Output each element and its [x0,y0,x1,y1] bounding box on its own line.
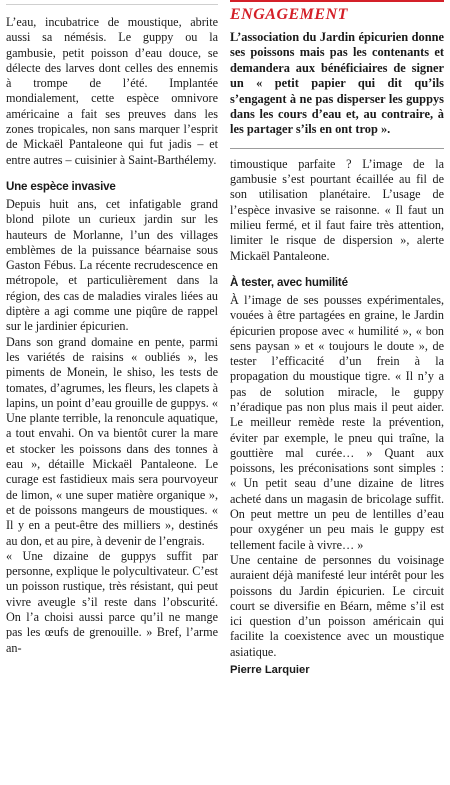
body-paragraph: Une centaine de personnes du voisinage auraient déjà manifesté leur intérêt pour les poissons du Jardin épicurien. Le circuit court se diversifie en Béarn, même s’il est ici question d’un poisson américain qui facilite la coexistence avec un moustique asiatique. [230,552,444,659]
body-paragraph: À l’image de ses pousses expérimentales, vouées à être partagées en graine, le Jardin épicurien propose avec « humilité », « bon sens paysan » et « toujours le doute », de tester l’efficacité d’un frein à la propagation du moustique tigre. « Il n’y a pas de solution miracle, le guppy n’éradique pas non plus mais il peut aider. Le meilleur remède reste la prévention, éviter par exemple, le pneu qui traîne, la gouttière mal curée… » Quant aux poissons, les préconisations sont simples : « Un petit seau d’une dizaine de litres acheté dans un magasin de bricolage suffit. On peut mettre un peu de lentilles d’eau pour oxygéner un peu mais le guppy est tellement facile à vivre… » [230,292,444,552]
body-paragraph: Dans son grand domaine en pente, parmi les variétés de raisins « oubliés », les piments de Monein, le shiso, les tests de tomates, d’agrumes, les fleurs, les clapets à lapins, un point d’eau grouille de guppys. « Une plante terrible, la renoncule aquatique, a tout envahi. On va bientôt curer la mare et stocker les poissons dans des tonnes à eau », détaille Mickaël Pantaleone. Le curage est fastidieux mais sera pourvoyeur de limon, « une super matière organique », et de poissons mangeurs de moustiques. « Il y en a peut-être des milliers », destinés au don, et au pire, à devenir de l’engrais. [6,334,218,548]
sidebar-body: L’association du Jardin épicurien donne ses poissons mais pas les contenants et demandera aux bénéficiaires de signer un « petit papier qui dit qu’ils s’engagent à ne pas disperser les guppys dans les cours d’eau et, au contraire, à les partager s’ils en ont trop ». [230,30,444,137]
subhead-invasive-species: Une espèce invasive [6,179,116,193]
clipped-top-line [6,0,218,5]
body-paragraph: « Une dizaine de guppys suffit par personne, explique le polycultivateur. C’est un poisson rustique, très résistant, qui peut vivre aveugle s’il reste dans l’obscurité. On l’a choisi aussi parce qu’il ne mange pas les œufs de grenouille. » Bref, l’arme an- [6,548,218,655]
engagement-sidebar [230,0,444,149]
sidebar-title: ENGAGEMENT [230,6,348,23]
author-byline: Pierre Larquier [230,664,310,677]
right-column [230,0,444,676]
body-paragraph: timoustique parfaite ? L’image de la gambusie s’est pourtant écaillée au fil de son utilisation planétaire. L’usage de l’espèce invasive se raisonne. « Il faut un milieu fermé, et il faut faire très attention, limiter le risque de dispersion », alerte Mickaël Pantaleone. [230,156,444,263]
left-column [6,0,218,656]
intro-paragraph: L’eau, incubatrice de moustique, abrite aussi sa némésis. Le guppy ou la gambusie, petit poisson d’eau douce, se délecte des larves dont celles des ennemis à trompe de l’été. Implantée mondialement, cette espèce omnivore américaine a fait ses preuves dans les zones tropicales, non sans marquer l’esprit de Mickaël Pantaleone qui fut jadis – et entre autres – cuisinier à Saint-Barthélemy. [6,15,218,167]
subhead-humility: À tester, avec humilité [230,275,348,289]
body-paragraph: Depuis huit ans, cet infatigable grand blond pilote un curieux jardin sur les hauteurs de Morlanne, l’un des villages emblèmes de la puissance béarnaise sous Gaston Fébus. La récente recrudescence en métropole, et particulièrement dans la région, des cas de maladies virales liées au diptère a agi comme une piqûre de rappel sur le jardinier épicurien. [6,196,218,334]
